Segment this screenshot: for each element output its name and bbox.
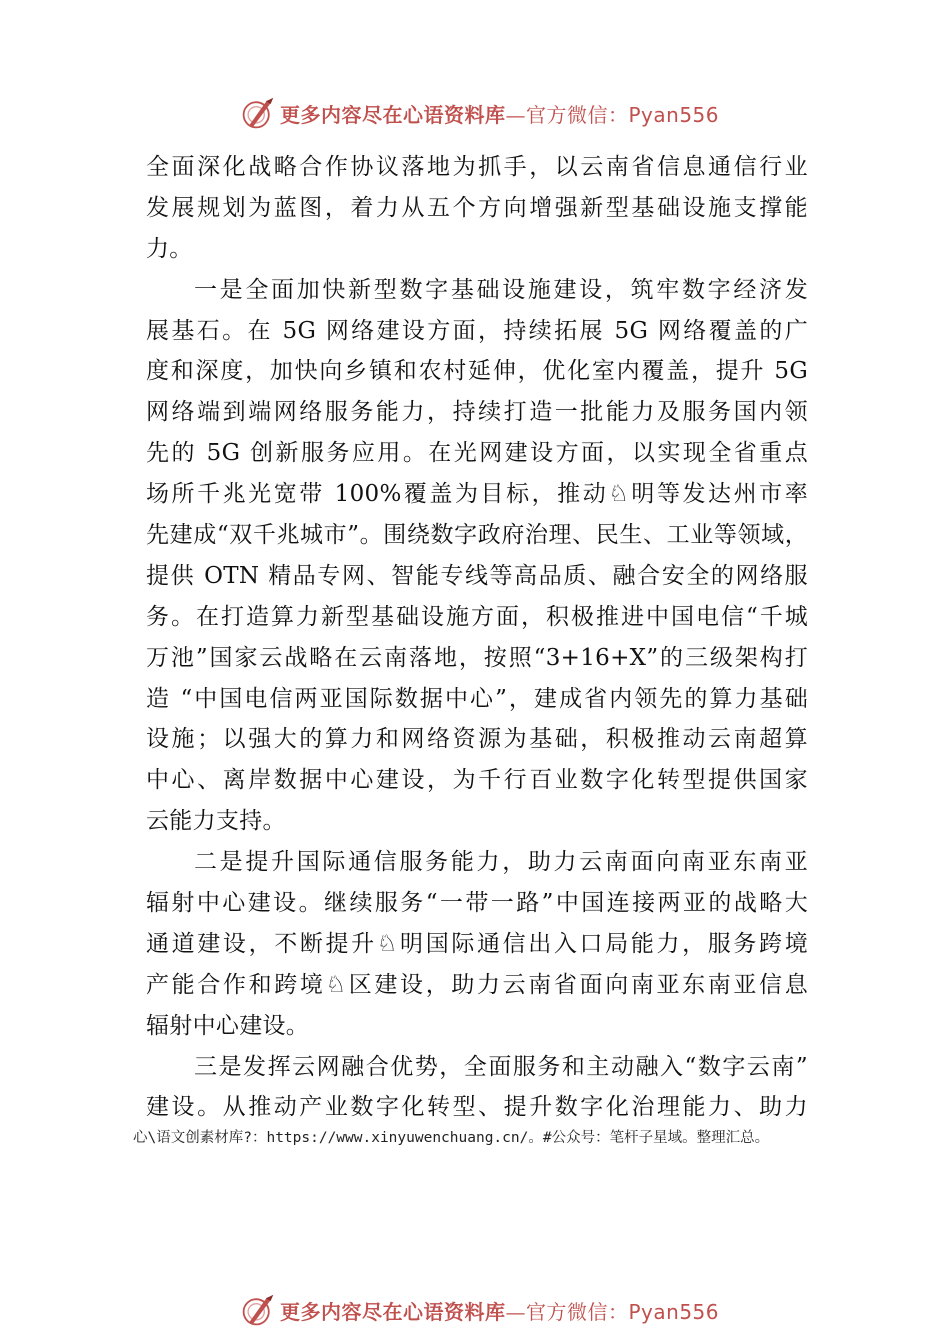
text-line: 产能合作和跨境♘区建设，助力云南省面向南亚东南亚信息 — [146, 971, 808, 998]
banner-text — [280, 99, 719, 128]
text-line: 先的 5G 创新服务应用。在光网建设方面，以实现全省重点 — [146, 440, 808, 467]
quill-pen-logo-icon — [240, 95, 276, 131]
text-line: 力。 — [146, 235, 193, 262]
text-line: 建设。从推动产业数字化转型、提升数字化治理能力、助力 — [146, 1094, 808, 1121]
text-line: 万池”国家云战略在云南落地，按照“3+16+X”的三级架构打 — [146, 644, 808, 671]
banner-wechat-text: 官方微信：Pyan556 — [526, 102, 720, 127]
quill-pen-logo-icon — [240, 1292, 276, 1328]
text-line: 度和深度，加快向乡镇和农村延伸，优化室内覆盖，提升 5G — [146, 358, 808, 385]
banner-main-text: 更多内容尽在心语资料库 — [280, 102, 506, 127]
banner-wechat-text: 官方微信：Pyan556 — [526, 1299, 720, 1324]
text-line: 通道建设，不断提升♘明国际通信出入口局能力，服务跨境 — [146, 930, 808, 957]
text-line: 发展规划为蓝图，着力从五个方向增强新型基础设施支撑能 — [146, 194, 808, 221]
text-line: 二是提升国际通信服务能力，助力云南面向南亚东南亚 — [194, 849, 808, 876]
banner-separator: — — [505, 102, 526, 127]
text-line: 展基石。在 5G 网络建设方面，持续拓展 5G 网络覆盖的广 — [146, 317, 808, 344]
banner-main-text: 更多内容尽在心语资料库 — [280, 1299, 506, 1324]
text-line: 云能力支持。 — [146, 808, 286, 835]
text-line: 网络端到端网络服务能力，持续打造一批能力及服务国内领 — [146, 399, 808, 426]
text-line: 先建成“双千兆城市”。围绕数字政府治理、民生、工业等领域， — [146, 522, 808, 549]
banner-separator: — — [505, 1299, 526, 1324]
footer-banner — [240, 1290, 719, 1330]
text-line: 场所千兆光宽带 100%覆盖为目标，推动♘明等发达州市率 — [146, 481, 808, 508]
text-line: 三是发挥云网融合优势，全面服务和主动融入“数字云南” — [194, 1053, 808, 1080]
source-footnote: 心\语文创素材库?：https://www.xinyuwenchuang.cn/。#公众号：笔杆子星域。整理汇总。 — [133, 1130, 770, 1146]
text-line: 辐射中心建设。 — [146, 1012, 310, 1039]
text-line: 设施；以强大的算力和网络资源为基础，积极推动云南超算 — [146, 726, 808, 753]
text-line: 中心、离岸数据中心建设，为千行百业数字化转型提供国家 — [146, 767, 808, 794]
banner-text — [280, 1296, 719, 1325]
text-line: 务。在打造算力新型基础设施方面，积极推进中国电信“千城 — [146, 603, 808, 630]
text-line: 造 “中国电信两亚国际数据中心”，建成省内领先的算力基础 — [146, 685, 808, 712]
text-line: 提供 OTN 精品专网、智能专线等高品质、融合安全的网络服 — [146, 562, 808, 589]
text-line: 辐射中心建设。继续服务“一带一路”中国连接两亚的战略大 — [146, 890, 808, 917]
text-line: 一是全面加快新型数字基础设施建设，筑牢数字经济发 — [194, 276, 808, 303]
header-banner — [240, 93, 719, 133]
text-line: 全面深化战略合作协议落地为抓手，以云南省信息通信行业 — [146, 154, 808, 180]
document-body — [146, 147, 808, 1128]
